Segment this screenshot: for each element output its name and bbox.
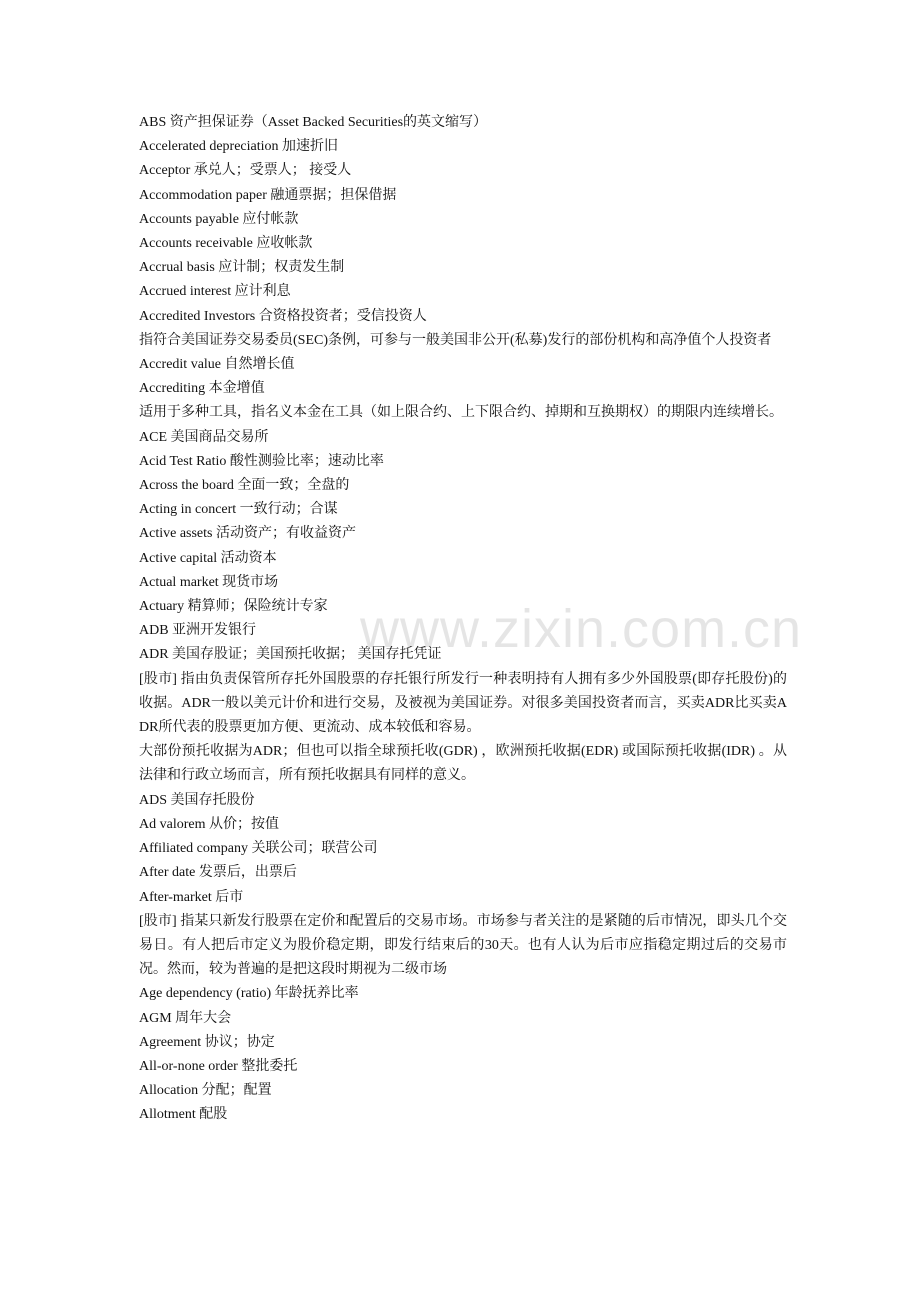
- glossary-entry-allocation: Allocation 分配；配置: [139, 1083, 272, 1099]
- glossary-entry-abs: ABS 资产担保证券（Asset Backed Securities的英文缩写）: [139, 115, 488, 130]
- glossary-note-adr: [股市] 指由负责保管所存托外国股票的存托银行所发行一种表明持有人拥有多少外国股票(即存托股份)的收据。ADR一般以美元计价和进行交易，及被视为美国证券。对很多美国投资者而言，买卖ADR比买卖ADR所代表的股票更加方便、更流动、成本较低和容易。: [139, 671, 787, 736]
- glossary-entry-actual-market: Actual market 现货市场: [139, 574, 279, 590]
- glossary-note-after-market: [股市] 指某只新发行股票在定价和配置后的交易市场。市场参与者关注的是紧随的后市情况，即头几个交易日。有人把后市定义为股价稳定期，即发行结束后的30天。也有人认为后市应指稳定期过后的交易市况。然而，较为普遍的是把这段时期视为二级市场: [139, 913, 787, 978]
- glossary-entry-after-market: After-market 后市: [139, 889, 244, 905]
- glossary-entry-ace: ACE 美国商品交易所: [139, 429, 269, 445]
- glossary-entry-accounts-payable: Accounts payable 应付帐款: [139, 211, 299, 227]
- glossary-entry-adb: ADB 亚洲开发银行: [139, 623, 257, 639]
- glossary-entry-accrual-basis: Accrual basis 应计制；权责发生制: [139, 260, 345, 276]
- glossary-entry-accrediting: Accrediting 本金增值: [139, 381, 265, 397]
- glossary-entry-age-dependency: Age dependency (ratio) 年龄抚养比率: [139, 986, 359, 1002]
- watermark: www.zixin.com.cn: [360, 599, 803, 659]
- glossary-entry-accounts-receivable: Accounts receivable 应收帐款: [139, 236, 313, 252]
- glossary-entry-acceptor: Acceptor 承兑人；受票人； 接受人: [139, 163, 352, 179]
- glossary-entry-accredited-investors: Accredited Investors 合资格投资者；受信投资人: [139, 308, 427, 324]
- glossary-note-accredited-investors: 指符合美国证券交易委员(SEC)条例，可参与一般美国非公开(私募)发行的部份机构和高净值个人投资者: [139, 332, 772, 348]
- glossary-entry-acid-test-ratio: Acid Test Ratio 酸性测验比率；速动比率: [139, 453, 384, 469]
- glossary-entry-after-date: After date 发票后，出票后: [139, 865, 297, 881]
- glossary-entry-affiliated-company: Affiliated company 关联公司；联营公司: [139, 841, 378, 857]
- glossary-note-adr-2: 大部份预托收据为ADR；但也可以指全球预托收(GDR) ，欧洲预托收据(EDR) 或国际预托收据(IDR) 。从法律和行政立场而言，所有预托收据具有同样的意义。: [139, 744, 787, 784]
- glossary-entry-ad-valorem: Ad valorem 从价；按值: [139, 816, 279, 832]
- glossary-entry-acting-in-concert: Acting in concert 一致行动；合谋: [139, 502, 338, 518]
- glossary-entry-accommodation-paper: Accommodation paper 融通票据；担保借据: [139, 187, 397, 203]
- glossary-entry-active-capital: Active capital 活动资本: [139, 550, 277, 566]
- glossary-entry-accredit-value: Accredit value 自然增长值: [139, 357, 295, 373]
- glossary-entry-agreement: Agreement 协议；协定: [139, 1034, 275, 1050]
- glossary-entry-accrued-interest: Accrued interest 应计利息: [139, 284, 291, 300]
- glossary-entry-allotment: Allotment 配股: [139, 1107, 228, 1123]
- glossary-entry-all-or-none-order: All-or-none order 整批委托: [139, 1058, 298, 1074]
- glossary-note-accrediting: 适用于多种工具，指名义本金在工具（如上限合约、上下限合约、掉期和互换期权）的期限内连续增长。: [139, 405, 783, 421]
- glossary-entry-across-the-board: Across the board 全面一致；全盘的: [139, 478, 350, 494]
- glossary-entry-adr: ADR 美国存股证；美国预托收据； 美国存托凭证: [139, 647, 442, 663]
- glossary-entry-accelerated-depreciation: Accelerated depreciation 加速折旧: [139, 139, 339, 155]
- glossary-document: [139, 111, 787, 1128]
- glossary-entry-active-assets: Active assets 活动资产；有收益资产: [139, 526, 356, 542]
- glossary-entry-ads: ADS 美国存托股份: [139, 792, 255, 808]
- glossary-entry-agm: AGM 周年大会: [139, 1010, 232, 1026]
- glossary-entry-actuary: Actuary 精算师；保险统计专家: [139, 599, 328, 615]
